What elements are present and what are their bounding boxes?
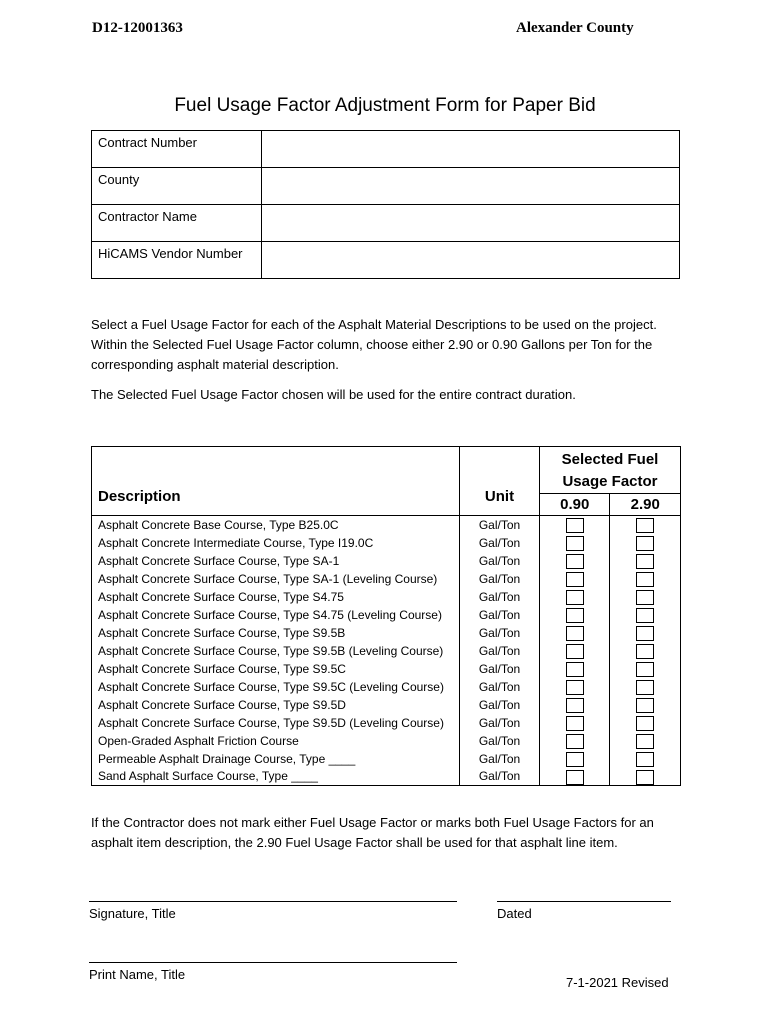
- material-unit: Gal/Ton: [460, 534, 540, 552]
- factor-290-cell: [610, 768, 681, 786]
- factor-290-header: 2.90: [610, 494, 681, 516]
- county-header: Alexander County: [516, 20, 634, 36]
- factor-290-cell: [610, 732, 681, 750]
- info-row: [92, 205, 680, 242]
- material-unit: Gal/Ton: [460, 660, 540, 678]
- signature-line: [89, 901, 457, 902]
- table-row: [92, 570, 681, 588]
- factor-290-checkbox[interactable]: [636, 752, 654, 767]
- material-description: Asphalt Concrete Surface Course, Type SA-1 (Leveling Course): [92, 570, 460, 588]
- info-field-label: HiCAMS Vendor Number: [92, 242, 262, 279]
- table-row: [92, 516, 681, 534]
- date-line: [497, 901, 671, 902]
- table-row: [92, 696, 681, 714]
- factor-090-cell: [540, 642, 610, 660]
- factor-290-cell: [610, 534, 681, 552]
- asphalt-materials-table: [91, 446, 681, 786]
- table-row: [92, 534, 681, 552]
- material-description: Asphalt Concrete Surface Course, Type S9.5D: [92, 696, 460, 714]
- material-unit: Gal/Ton: [460, 606, 540, 624]
- factor-090-checkbox[interactable]: [566, 698, 584, 713]
- factor-090-checkbox[interactable]: [566, 752, 584, 767]
- factor-290-cell: [610, 660, 681, 678]
- factor-090-cell: [540, 678, 610, 696]
- factor-090-checkbox[interactable]: [566, 734, 584, 749]
- factor-290-checkbox[interactable]: [636, 518, 654, 533]
- print-name-label: Print Name, Title: [89, 967, 186, 982]
- factor-090-cell: [540, 552, 610, 570]
- factor-290-cell: [610, 696, 681, 714]
- table-row: [92, 588, 681, 606]
- table-row: [92, 552, 681, 570]
- material-unit: Gal/Ton: [460, 588, 540, 606]
- material-unit: Gal/Ton: [460, 696, 540, 714]
- material-description: Asphalt Concrete Base Course, Type B25.0C: [92, 516, 460, 534]
- duration-note: The Selected Fuel Usage Factor chosen will be used for the entire contract duration.: [91, 387, 576, 402]
- info-field-value[interactable]: [262, 242, 680, 279]
- factor-290-checkbox[interactable]: [636, 662, 654, 677]
- factor-290-checkbox[interactable]: [636, 554, 654, 569]
- material-description: Asphalt Concrete Surface Course, Type S9.5D (Leveling Course): [92, 714, 460, 732]
- factor-290-cell: [610, 552, 681, 570]
- form-title: Fuel Usage Factor Adjustment Form for Paper Bid: [174, 95, 596, 116]
- factor-290-checkbox[interactable]: [636, 680, 654, 695]
- table-row: [92, 606, 681, 624]
- factor-290-cell: [610, 714, 681, 732]
- factor-090-cell: [540, 768, 610, 786]
- factor-090-checkbox[interactable]: [566, 680, 584, 695]
- factor-090-checkbox[interactable]: [566, 626, 584, 641]
- signature-label: Signature, Title: [89, 906, 176, 921]
- info-field-value[interactable]: [262, 131, 680, 168]
- dated-label: Dated: [497, 906, 532, 921]
- table-row: [92, 624, 681, 642]
- material-description: Asphalt Concrete Surface Course, Type S4.75: [92, 588, 460, 606]
- table-row: [92, 660, 681, 678]
- factor-290-cell: [610, 588, 681, 606]
- factor-090-cell: [540, 570, 610, 588]
- factor-090-cell: [540, 660, 610, 678]
- material-description: Asphalt Concrete Surface Course, Type S9.5B: [92, 624, 460, 642]
- factor-090-cell: [540, 516, 610, 534]
- factor-090-cell: [540, 534, 610, 552]
- factor-090-checkbox[interactable]: [566, 770, 584, 785]
- instruction-paragraph: Select a Fuel Usage Factor for each of the Asphalt Material Descriptions to be used on the project. Within the Selected Fuel Usage Factor column, choose either 2.90 or 0.90 Gallons per Ton for the corresponding asphalt material description.: [91, 317, 657, 372]
- factor-090-checkbox[interactable]: [566, 572, 584, 587]
- material-description: Asphalt Concrete Surface Course, Type S4.75 (Leveling Course): [92, 606, 460, 624]
- factor-090-cell: [540, 750, 610, 768]
- material-description: Asphalt Concrete Surface Course, Type S9.5C: [92, 660, 460, 678]
- table-row: [92, 732, 681, 750]
- material-description: Asphalt Concrete Surface Course, Type S9.5C (Leveling Course): [92, 678, 460, 696]
- document-id: D12-12001363: [92, 20, 183, 36]
- factor-090-checkbox[interactable]: [566, 716, 584, 731]
- material-unit: Gal/Ton: [460, 516, 540, 534]
- factor-290-checkbox[interactable]: [636, 770, 654, 785]
- print-name-line: [89, 962, 457, 963]
- factor-290-checkbox[interactable]: [636, 626, 654, 641]
- info-field-label: Contract Number: [92, 131, 262, 168]
- table-row: [92, 642, 681, 660]
- factor-090-checkbox[interactable]: [566, 554, 584, 569]
- factor-290-cell: [610, 642, 681, 660]
- material-unit: Gal/Ton: [460, 624, 540, 642]
- factor-290-checkbox[interactable]: [636, 698, 654, 713]
- description-header: Description: [92, 447, 460, 516]
- material-unit: Gal/Ton: [460, 570, 540, 588]
- factor-290-cell: [610, 606, 681, 624]
- material-description: Sand Asphalt Surface Course, Type ____: [92, 768, 460, 786]
- info-row: [92, 168, 680, 205]
- contract-info-table: [91, 130, 680, 279]
- factor-290-checkbox[interactable]: [636, 590, 654, 605]
- factor-290-checkbox[interactable]: [636, 644, 654, 659]
- material-description: Open-Graded Asphalt Friction Course: [92, 732, 460, 750]
- factor-090-checkbox[interactable]: [566, 536, 584, 551]
- info-field-label: County: [92, 168, 262, 205]
- factor-090-header: 0.90: [540, 494, 610, 516]
- factor-290-checkbox[interactable]: [636, 536, 654, 551]
- material-unit: Gal/Ton: [460, 642, 540, 660]
- factor-090-cell: [540, 696, 610, 714]
- material-unit: Gal/Ton: [460, 714, 540, 732]
- unit-header: Unit: [460, 447, 540, 516]
- factor-290-cell: [610, 516, 681, 534]
- default-factor-note: If the Contractor does not mark either Fuel Usage Factor or marks both Fuel Usage Factors for an asphalt item description, the 2.90 Fuel Usage Factor shall be used for that asphalt line item.: [91, 815, 654, 850]
- factor-290-cell: [610, 570, 681, 588]
- factor-090-checkbox[interactable]: [566, 608, 584, 623]
- factor-090-cell: [540, 732, 610, 750]
- factor-290-checkbox[interactable]: [636, 572, 654, 587]
- table-row: [92, 768, 681, 786]
- material-unit: Gal/Ton: [460, 750, 540, 768]
- material-description: Asphalt Concrete Surface Course, Type S9.5B (Leveling Course): [92, 642, 460, 660]
- material-unit: Gal/Ton: [460, 732, 540, 750]
- factor-290-checkbox[interactable]: [636, 608, 654, 623]
- factor-090-checkbox[interactable]: [566, 662, 584, 677]
- material-description: Asphalt Concrete Intermediate Course, Type I19.0C: [92, 534, 460, 552]
- factor-090-checkbox[interactable]: [566, 518, 584, 533]
- factor-090-cell: [540, 624, 610, 642]
- factor-290-cell: [610, 750, 681, 768]
- table-row: [92, 714, 681, 732]
- factor-090-cell: [540, 606, 610, 624]
- material-description: Permeable Asphalt Drainage Course, Type ____: [92, 750, 460, 768]
- factor-090-checkbox[interactable]: [566, 644, 584, 659]
- factor-090-checkbox[interactable]: [566, 590, 584, 605]
- material-description: Asphalt Concrete Surface Course, Type SA-1: [92, 552, 460, 570]
- info-field-label: Contractor Name: [92, 205, 262, 242]
- info-field-value[interactable]: [262, 205, 680, 242]
- factor-090-cell: [540, 714, 610, 732]
- info-row: [92, 131, 680, 168]
- material-unit: Gal/Ton: [460, 768, 540, 786]
- info-field-value[interactable]: [262, 168, 680, 205]
- info-row: [92, 242, 680, 279]
- material-unit: Gal/Ton: [460, 552, 540, 570]
- revision-date: 7-1-2021 Revised: [566, 975, 669, 990]
- factor-290-cell: [610, 624, 681, 642]
- factor-290-cell: [610, 678, 681, 696]
- selected-factor-header: Selected Fuel Usage Factor: [540, 447, 681, 494]
- material-unit: Gal/Ton: [460, 678, 540, 696]
- factor-290-checkbox[interactable]: [636, 734, 654, 749]
- table-row: [92, 750, 681, 768]
- factor-090-cell: [540, 588, 610, 606]
- table-row: [92, 678, 681, 696]
- factor-290-checkbox[interactable]: [636, 716, 654, 731]
